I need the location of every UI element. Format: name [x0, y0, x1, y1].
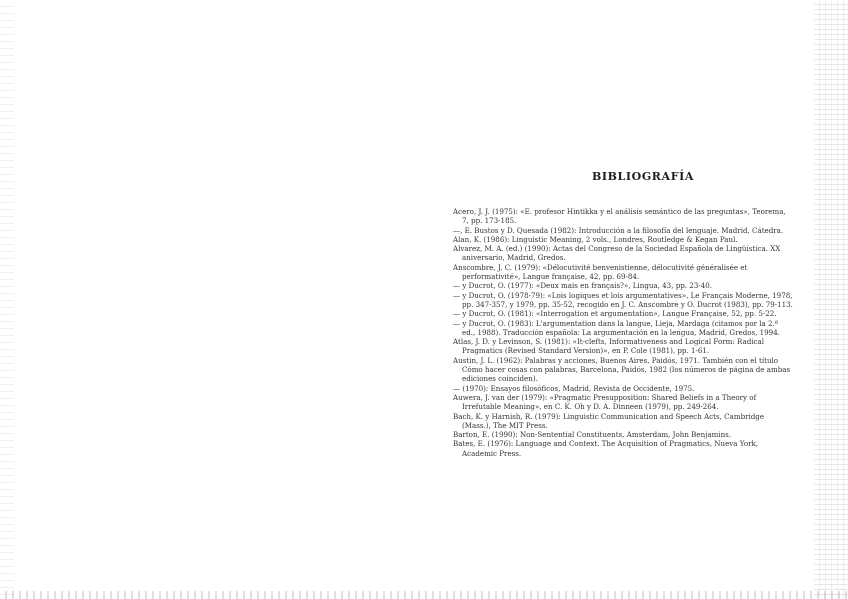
- scan-edge-right: [814, 0, 848, 599]
- reference-item: — y Ducrot, O. (1981): «Interrogation et argumentation», Langue Française, 52, pp. 5-22.: [453, 309, 777, 319]
- reference-item: Austin, J. L. (1962): Palabras y acciones, Buenos Aires, Paidós, 1971. También con el título Cómo hacer cosas con palabras, Barcelona, Paidós, 1982 (los números de página de ambas ediciones coinciden).: [453, 355, 791, 384]
- reference-item: Alan, K. (1986): Linguistic Meaning, 2 vols., Londres, Routledge & Kegan Paul.: [453, 234, 738, 244]
- reference-item: Barton, E. (1990): Non-Sentential Constituents, Amsterdam, John Benjamins.: [453, 430, 732, 440]
- reference-item: Alvarez, M. A. (ed.) (1990): Actas del Congreso de la Sociedad Española de Lingüística. XX aniversario, Madrid, Gredos.: [453, 244, 781, 263]
- reference-item: Auwera, J. van der (1979): «Pragmatic Presupposition: Shared Beliefs in a Theory of Irrefutable Meaning», en C. K. Oh y D. A. Dinneen (1979), pp. 249-264.: [453, 392, 757, 412]
- reference-item: Atlas, J. D. y Levinson, S. (1981): «It-clefts, Informativeness and Logical Form: Radical Pragmatics (Revised Standard Version)», en P. Cole (1981), pp. 1-61.: [453, 337, 764, 356]
- reference-list: [453, 207, 793, 458]
- reference-item: Bach, K. y Harnish, R. (1979): Linguistic Communication and Speech Acts, Cambridge (Mass.), The MIT Press.: [453, 411, 765, 430]
- reference-item: — y Ducrot, O. (1983): L'argumentation dans la langue, Lieja, Mardaga (citamos por la 2.ª ed., 1988). Traducción española: La argumentación en la lengua, Madrid, Gredos, 1994.: [453, 318, 780, 337]
- reference-item: — y Ducrot, O. (1978-79): «Lois logiques et lois argumentatives», Le Français Moderne, 1978, pp. 347-357, y 1979, pp. 35-52, recogido en J. C. Anscombre y O. Ducrot (1983), pp. 79-113.: [453, 290, 793, 309]
- reference-item: Acero, J. J. (1975): «E. profesor Hintikka y el análisis semántico de las preguntas», Teorema, 7, pp. 173-185.: [453, 207, 786, 226]
- reference-item: — (1970): Ensayos filosóficos, Madrid, Revista de Occidente, 1975.: [453, 383, 695, 393]
- scan-edge-bottom: [0, 591, 848, 599]
- reference-item: Bates, E. (1976): Language and Context. The Acquisition of Pragmatics, Nueva York, Academic Press.: [453, 439, 759, 458]
- reference-item: Anscombre, J. C. (1979): «Délocutivité benvenistienne, délocutivité généralisée et performativité», Langue française, 42, pp. 69-84.: [453, 262, 748, 282]
- scan-edge-left: [0, 0, 14, 599]
- page-title: BIBLIOGRAFÍA: [592, 170, 694, 183]
- bibliography-page: [453, 170, 793, 458]
- reference-item: —, E. Bustos y D. Quesada (1982): Introducción a la filosofía del lenguaje. Madrid, Cátedra.: [453, 225, 784, 235]
- reference-item: — y Ducrot, O. (1977): «Deux mais en français?», Lingua, 43, pp. 23-40.: [453, 281, 713, 291]
